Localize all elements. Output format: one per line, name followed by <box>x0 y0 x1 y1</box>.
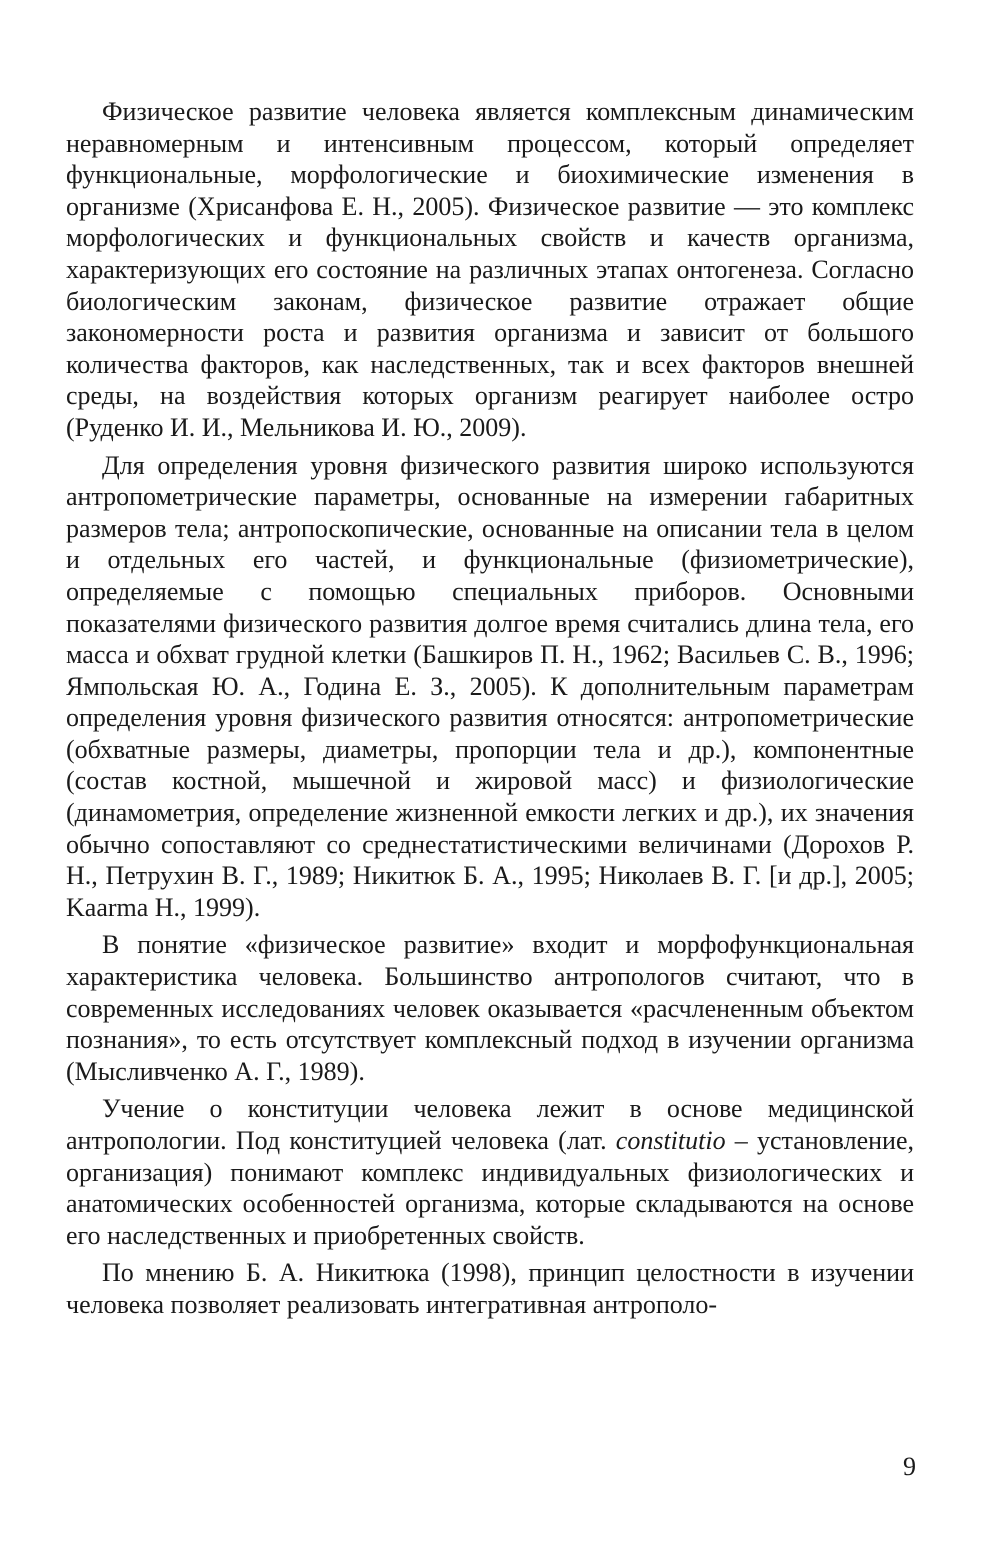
paragraph-measurement-parameters: Для определения уровня физического развития широко используются антропометрические параметры, основанные на измерении габаритных размеров тела; антропоскопические, основанные на описании тела в целом и отдельных его частей, и функциональные (физиометрические), определяемые с помощью специальных приборов. Основными показателями физического развития долгое время считались длина тела, его масса и обхват грудной клетки (Башкиров П. Н., 1962; Васильев С. В., 1996; Ямпольская Ю. А., Година Е. З., 2005). К дополнительным параметрам определения уровня физического развития относятся: антропометрические (обхватные размеры, диаметры, пропорции тела и др.), компонентные (состав костной, мышечной и жировой масс) и физиологические (динамометрия, определение жизненной емкости легких и др.), их значения обычно сопоставляют со среднестатистическими величинами (Дорохов Р. Н., Петрухин В. Г., 1989; Никитюк Б. А., 1995; Николаев В. Г. [и др.], 2005; Kaarma H., 1999). <box>66 450 914 922</box>
constitution-text-end: – установление, организация) понимают комплекс индивидуальных физиологических и анатомических особенностей организма, которые складываются на основе его наследственных и приобретенных свойств. <box>66 1126 914 1250</box>
paragraph-physical-development: Физическое развитие человека является комплексным динамическим неравномерным и интенсивным процессом, который определяет функциональные, морфологические и биохимические изменения в организме (Хрисанфова Е. Н., 2005). Физическое развитие — это комплекс морфологических и функциональных свойств и качеств организма, характеризующих его состояние на различных этапах онтогенеза. Согласно биологическим законам, физическое развитие отражает общие закономерности роста и развития организма и зависит от большого количества факторов, как наследственных, так и всех факторов внешней среды, на воздействия которых организм реагирует наиболее остро (Руденко И. И., Мельникова И. Ю., 2009). <box>66 97 914 442</box>
paragraph-morphofunctional: В понятие «физическое развитие» входит и морфофункциональная характеристика человека. Большинство антропологов считают, что в современных исследованиях человек оказывается «расчлененным объектом познания», то есть отсутствует комплексный подход в изучении организма (Мысливченко А. Г., 1989). <box>66 930 914 1086</box>
constitution-text-start: Учение о конституции человека лежит в основе медицинской антропологии. Под конституцией человека (лат. <box>66 1094 914 1155</box>
page-body <box>66 96 914 1327</box>
latin-term: constitutio <box>615 1126 726 1155</box>
paragraph-integrity-principle: По мнению Б. А. Никитюка (1998), принцип целостности в изучении человека позволяет реализовать интегративная антрополо- <box>66 1258 914 1319</box>
page-number: 9 <box>903 1452 916 1481</box>
paragraph-constitution <box>66 1093 914 1251</box>
